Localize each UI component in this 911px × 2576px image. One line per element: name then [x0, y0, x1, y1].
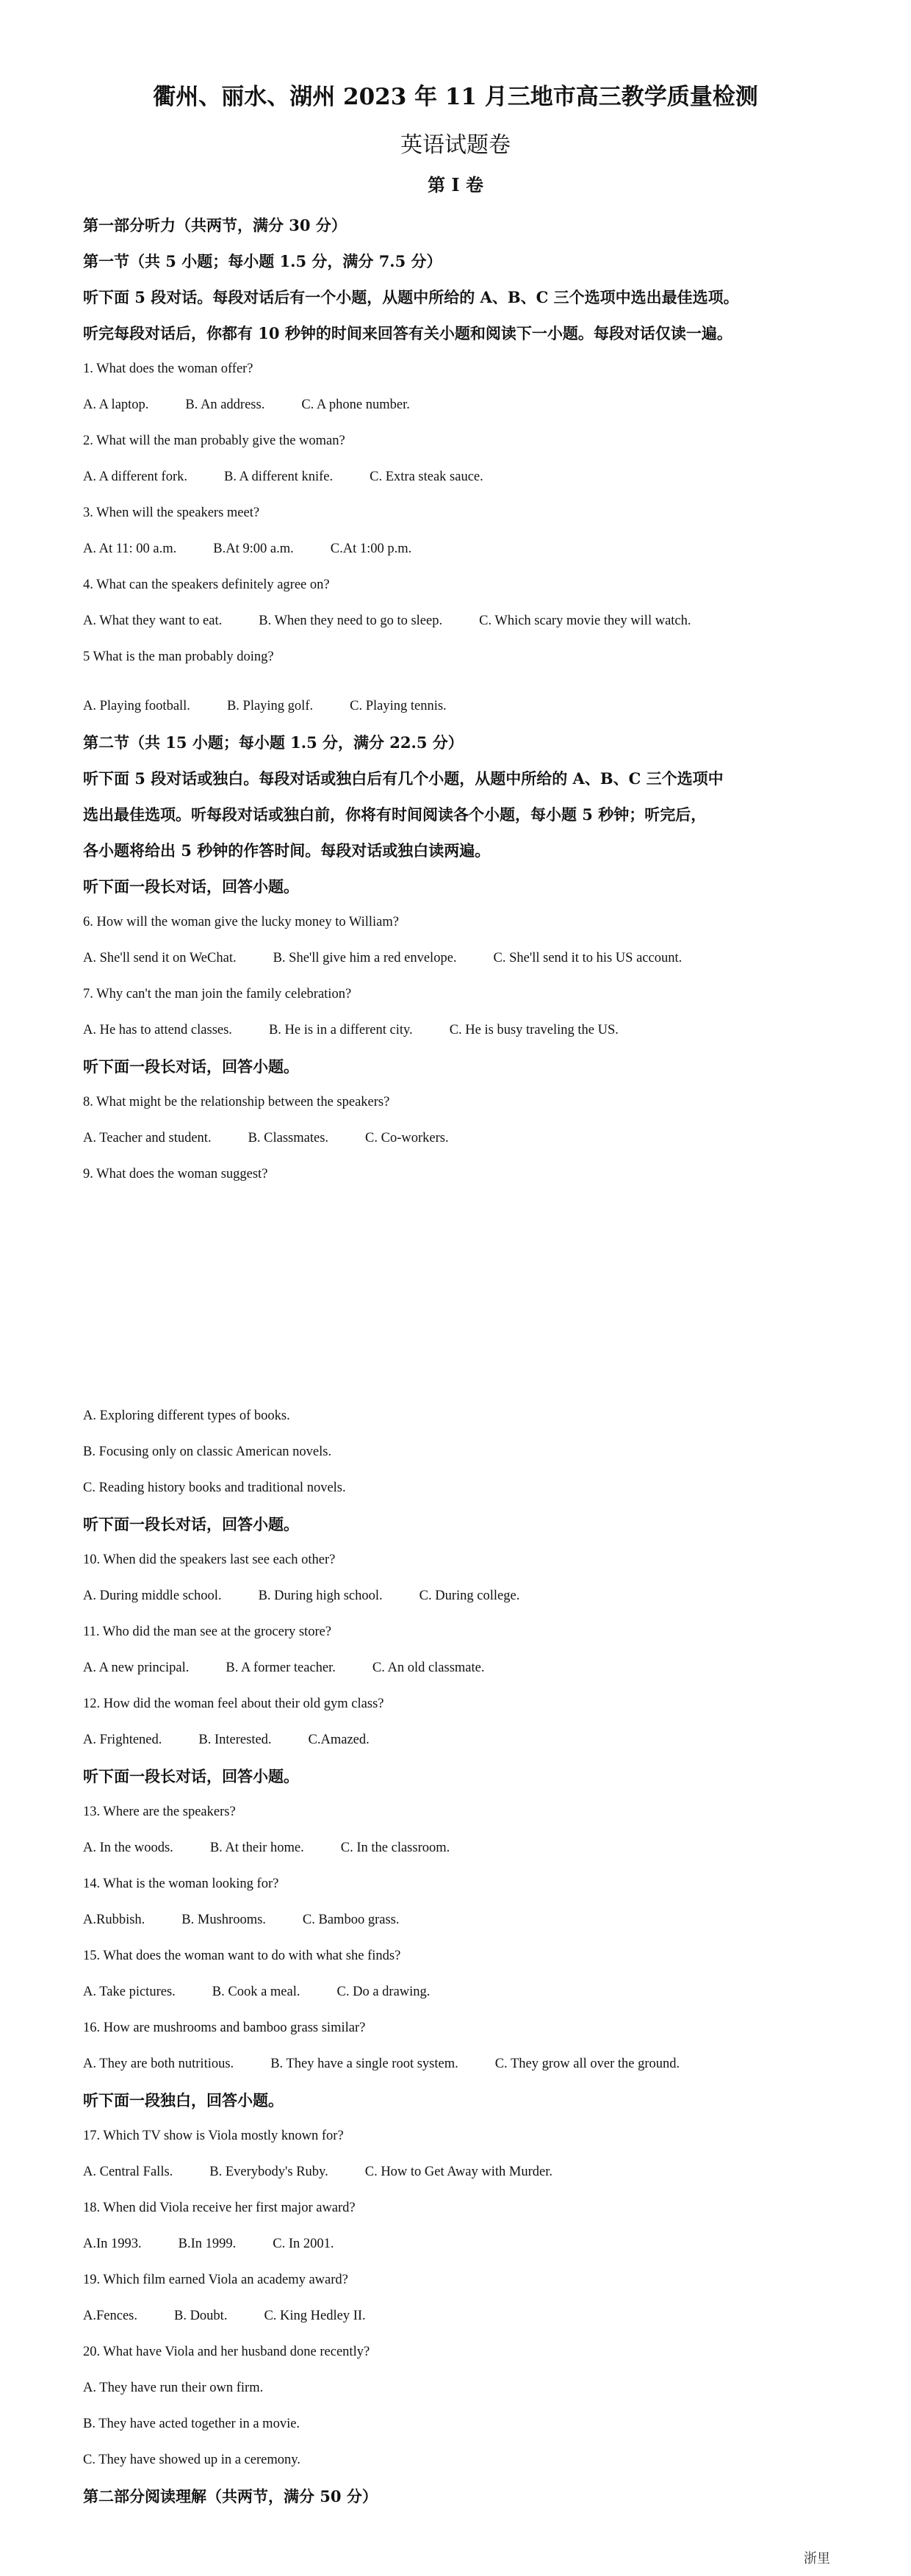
option-c: C. An old classmate.: [372, 1661, 485, 1675]
option-c: C. Co-workers.: [365, 1131, 449, 1145]
option-a: A. Frightened.: [83, 1733, 162, 1747]
option-c: C. Extra steak sauce.: [370, 469, 483, 484]
option-a: A. During middle school.: [83, 1589, 222, 1603]
question-2: 2. What will the man probably give the woman?: [83, 433, 345, 448]
option-b: B. Interested.: [198, 1733, 272, 1747]
section1-instruction: 听完每段对话后，你都有 10 秒钟的时间来回答有关小题和阅读下一小题。每段对话仅读一遍。: [83, 324, 732, 342]
option-a: A. A new principal.: [83, 1661, 190, 1675]
options-15: [83, 1974, 832, 2010]
question-15: 15. What does the woman want to do with what she finds?: [83, 1949, 401, 1963]
option-a: A. She'll send it on WeChat.: [83, 951, 237, 965]
option-b: B. She'll give him a red envelope.: [273, 951, 457, 965]
option-a: A.In 1993.: [83, 2237, 142, 2251]
option-c: C. Do a drawing.: [336, 1985, 431, 1999]
section2-instruction: 各小题将给出 5 秒钟的作答时间。每段对话或独白读两遍。: [83, 841, 491, 860]
option-b: B. Classmates.: [248, 1131, 329, 1145]
option-c: C. How to Get Away with Murder.: [364, 2165, 552, 2179]
question-16: 16. How are mushrooms and bamboo grass similar?: [83, 2021, 366, 2035]
options-5: [83, 688, 832, 724]
option-a: A. In the woods.: [83, 1841, 173, 1855]
option-c: C. King Hedley II.: [264, 2309, 366, 2323]
option-a: A. Exploring different types of books.: [83, 1408, 290, 1423]
part1-heading: 第一部分听力（共两节，满分 30 分）: [83, 216, 347, 234]
option-b: B. At their home.: [209, 1841, 304, 1855]
exam-subtitle: 英语试题卷: [400, 132, 511, 158]
option-c: C. He is busy traveling the US.: [449, 1023, 619, 1037]
exam-body: [83, 207, 832, 2514]
options-1: [83, 387, 832, 423]
option-b: B. They have acted together in a movie.: [83, 2417, 300, 2431]
question-4: 4. What can the speakers definitely agree on?: [83, 578, 330, 592]
section2-instruction: 选出最佳选项。听每段对话或独白前，你将有时间阅读各个小题，每小题 5 秒钟；听完后，: [83, 805, 707, 824]
options-19: [83, 2298, 832, 2334]
option-a: A. A different fork.: [83, 469, 187, 484]
question-1: 1. What does the woman offer?: [83, 361, 253, 376]
option-c: C. Bamboo grass.: [302, 1913, 400, 1927]
question-17: 17. Which TV show is Viola mostly known for?: [83, 2129, 344, 2143]
part2-heading: 第二部分阅读理解（共两节，满分 50 分）: [83, 2487, 378, 2505]
question-11: 11. Who did the man see at the grocery store?: [83, 1625, 332, 1639]
section1-instruction: 听下面 5 段对话。每段对话后有一个小题，从题中所给的 A、B、C 三个选项中选出最佳选项。: [83, 288, 739, 306]
question-20: 20. What have Viola and her husband done recently?: [83, 2345, 370, 2359]
option-b: B. They have a single root system.: [270, 2057, 458, 2071]
option-c: C. Playing tennis.: [350, 699, 447, 713]
option-a: A. He has to attend classes.: [83, 1023, 232, 1037]
option-c: C. During college.: [419, 1589, 520, 1603]
option-b: B. A different knife.: [223, 469, 334, 484]
options-8: [83, 1120, 832, 1156]
option-c: C.Amazed.: [308, 1733, 370, 1747]
option-b: B. During high school.: [258, 1589, 383, 1603]
listen-instruction: 听下面一段独白，回答小题。: [83, 2091, 284, 2109]
option-b: B. When they need to go to sleep.: [259, 614, 443, 628]
options-14: [83, 1902, 832, 1938]
option-b: B. Cook a meal.: [212, 1985, 300, 1999]
option-b: B. A former teacher.: [226, 1661, 336, 1675]
options-13: [83, 1830, 832, 1866]
option-c: C. In 2001.: [273, 2237, 334, 2251]
listen-instruction: 听下面一段长对话，回答小题。: [83, 877, 299, 896]
option-c: C. In the classroom.: [340, 1841, 450, 1855]
option-c: C.At 1:00 p.m.: [330, 542, 412, 556]
option-a: A. They are both nutritious.: [83, 2057, 234, 2071]
option-b: B. An address.: [185, 397, 265, 412]
options-2: [83, 459, 832, 495]
question-8: 8. What might be the relationship between the speakers?: [83, 1095, 390, 1109]
volume-label: 第 I 卷: [428, 174, 483, 195]
section2-heading: 第二节（共 15 小题；每小题 1.5 分，满分 22.5 分）: [83, 733, 464, 752]
options-7: [83, 1012, 832, 1048]
option-a: A. Playing football.: [83, 699, 190, 713]
option-c: C. A phone number.: [301, 397, 410, 412]
exam-title: 衢州、丽水、湖州 2023 年 11 月三地市高三教学质量检测: [153, 84, 758, 110]
options-10: [83, 1578, 832, 1614]
options-11: [83, 1650, 832, 1686]
options-4: [83, 603, 832, 639]
option-c: C. They grow all over the ground.: [494, 2057, 680, 2071]
question-7: 7. Why can't the man join the family celebration?: [83, 987, 352, 1001]
question-12: 12. How did the woman feel about their old gym class?: [83, 1697, 384, 1711]
listen-instruction: 听下面一段长对话，回答小题。: [83, 1057, 299, 1076]
option-b: B. Everybody's Ruby.: [209, 2165, 328, 2179]
option-b: B. Doubt.: [173, 2309, 228, 2323]
question-13: 13. Where are the speakers?: [83, 1805, 236, 1819]
question-14: 14. What is the woman looking for?: [83, 1877, 279, 1891]
question-5: 5 What is the man probably doing?: [83, 650, 274, 664]
question-19: 19. Which film earned Viola an academy award?: [83, 2273, 348, 2287]
options-18: [83, 2226, 832, 2262]
option-b: B. Mushrooms.: [181, 1913, 266, 1927]
option-a: A. Take pictures.: [83, 1985, 176, 1999]
options-17: [83, 2154, 832, 2190]
listen-instruction: 听下面一段长对话，回答小题。: [83, 1515, 299, 1533]
option-c: C. She'll send it to his US account.: [493, 951, 683, 965]
question-3: 3. When will the speakers meet?: [83, 506, 260, 520]
option-b: B. Focusing only on classic American novels.: [83, 1444, 332, 1459]
question-18: 18. When did Viola receive her first major award?: [83, 2201, 356, 2215]
section2-instruction: 听下面 5 段对话或独白。每段对话或独白后有几个小题，从题中所给的 A、B、C 三个选项中: [83, 769, 724, 788]
question-9: 9. What does the woman suggest?: [83, 1167, 268, 1181]
question-10: 10. When did the speakers last see each other?: [83, 1553, 336, 1567]
options-12: [83, 1722, 832, 1758]
option-a: A. They have run their own firm.: [83, 2381, 264, 2395]
option-a: A. At 11: 00 a.m.: [83, 542, 177, 556]
option-b: B.At 9:00 a.m.: [213, 542, 294, 556]
question-6: 6. How will the woman give the lucky money to William?: [83, 915, 399, 929]
listen-instruction: 听下面一段长对话，回答小题。: [83, 1767, 299, 1785]
section1-heading: 第一节（共 5 小题；每小题 1.5 分，满分 7.5 分）: [83, 252, 442, 270]
option-a: A. What they want to eat.: [83, 614, 223, 628]
option-a: A. Central Falls.: [83, 2165, 173, 2179]
option-c: C. Which scary movie they will watch.: [479, 614, 691, 628]
option-b: B. Playing golf.: [226, 699, 314, 713]
option-c: C. Reading history books and traditional novels.: [83, 1481, 346, 1495]
option-c: C. They have showed up in a ceremony.: [83, 2453, 300, 2467]
option-a: A.Rubbish.: [83, 1913, 145, 1927]
option-a: A.Fences.: [83, 2309, 137, 2323]
options-16: [83, 2046, 832, 2082]
options-6: [83, 940, 832, 976]
option-a: A. A laptop.: [83, 397, 149, 412]
option-a: A. Teacher and student.: [83, 1131, 212, 1145]
option-b: B. He is in a different city.: [268, 1023, 413, 1037]
options-3: [83, 531, 832, 567]
option-b: B.In 1999.: [178, 2237, 237, 2251]
footer-mark: 浙里: [804, 2551, 830, 2566]
